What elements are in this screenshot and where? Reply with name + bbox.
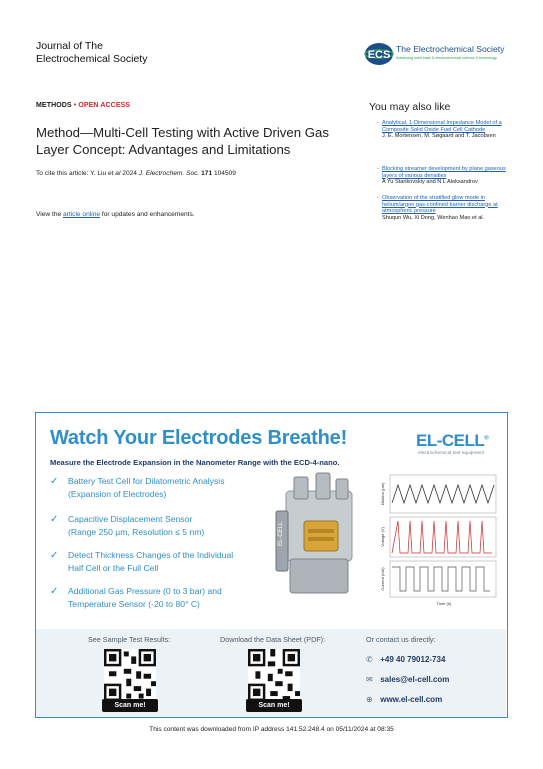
brand-name: EL-CELL® [416,431,489,450]
phone-icon: ✆ [366,655,373,664]
contact-label: Or contact us directly: [366,635,436,644]
cite-year: 2024 [122,170,139,177]
bullet: - [377,120,379,126]
contact-website[interactable]: ⊕ www.el-cell.com [366,695,443,704]
download-footer: This content was downloaded from IP address 141.52.248.4 on 05/11/2024 at 08:35 [149,726,394,733]
journal-name-line2: Electrochemical Society [36,53,148,65]
cite-volume: 171 [201,170,213,177]
cite-journal: J. Electrochem. Soc. [138,170,200,177]
ecs-logo[interactable] [364,42,514,68]
view-prefix: View the [36,211,64,218]
cite-etal: et al [107,170,121,177]
globe-icon: ⊕ [366,695,373,704]
related-title-link[interactable]: Analytical, 1-Dimensional Impedance Model of a Composite Solid Oxide Fuel Cell Cathode [382,120,502,133]
check-icon: ✓ [50,514,59,525]
view-suffix: for updates and enhancements. [100,211,195,218]
svg-text:Voltage (V): Voltage (V) [380,527,385,547]
brand-tagline: electrochemical test equipment [418,451,485,456]
mail-icon: ✉ [366,675,373,684]
section-label: METHODS [36,102,72,109]
related-authors: J. E. Mortensen, M. Søgaard and T. Jacobsen [382,133,496,140]
cite-page: 104509 [212,170,236,177]
related-item [377,166,512,186]
article-section [36,102,130,109]
bullet: - [377,195,379,201]
scan-me-button[interactable]: Scan me! [102,699,158,712]
qr-code-datasheet[interactable] [248,649,300,701]
article-online-link[interactable]: article online [63,211,101,218]
test-cell-image [264,471,374,611]
check-icon: ✓ [50,550,59,561]
related-item [377,120,512,140]
scan-me-button[interactable]: Scan me! [246,699,302,712]
ad-subheadline: Measure the Electrode Expansion in the Nanometer Range with the ECD-4-nano. [50,458,340,467]
publisher-name: The Electrochemical Society [396,44,505,54]
sample-results-label: See Sample Test Results: [88,635,171,644]
svg-text:Time (h): Time (h) [436,601,452,606]
citation [36,170,236,177]
svg-text:Dilation (µm): Dilation (µm) [380,482,385,506]
datasheet-label: Download the Data Sheet (PDF): [220,635,326,644]
related-authors: A Yu Starikovskiy and N L Aleksandrov [382,179,478,186]
contact-email[interactable]: ✉ sales@el-cell.com [366,675,450,684]
related-title-link[interactable]: Blocking streamer development by plane gaseous layers of various densities [382,166,506,179]
open-access-badge: OPEN ACCESS [78,102,131,109]
journal-name-line1: Journal of The [36,40,103,52]
sample-plots [376,473,501,608]
journal-name [36,40,147,66]
publisher-tagline: Advancing solid state & electrochemical science & technology [396,56,497,60]
article-title: Method—Multi-Cell Testing with Active Driven Gas Layer Concept: Advantages and Limitations [36,125,329,157]
related-heading: You may also like [369,101,451,113]
separator: • [71,102,79,109]
view-online [36,211,195,218]
ad-contact-panel [36,629,506,717]
ecs-badge-text: ECS [367,49,391,61]
advertisement[interactable]: Watch Your Electrodes Breathe! Measure the Electrode Expansion in the Nanometer Range with the ECD-4-nano. EL-CELL® electrochemical test equipment ✓ Battery Test Cell for Dilatometric Analysis (Expansion of Electrodes) ✓ Capacitive Displacement Sensor (Range 250 µm, Resolution ≤ 5 nm) ✓ Detect Thickness Changes of the Individual Half Cell or the Full Cell ✓ Additional Gas Pressure (0 to 3 bar) and Temperature Sensor (-20 to 80° C) EL-CELL Dilation (µm) Voltage (V) Current (mA) Time (h) See Sample Test Results: Download the Data Sheet (PDF): Or contact us directly: Scan me! Scan me! ✆ +49 40 79012-734 ✉ sales@el-cell.com ⊕ www.el-cell.com [35,412,508,718]
check-icon: ✓ [50,586,59,597]
svg-text:EL-CELL: EL-CELL [278,521,284,546]
related-authors: Shuqun Wu, Xi Dong, Wenhao Mao et al. [382,214,485,221]
ecs-badge-icon [364,42,394,66]
bullet: - [377,166,379,172]
svg-text:Current (mA): Current (mA) [380,567,385,591]
cite-prefix: To cite this article: Y. Liu [36,170,108,177]
contact-phone[interactable]: ✆ +49 40 79012-734 [366,655,446,664]
check-icon: ✓ [50,476,59,487]
ad-headline: Watch Your Electrodes Breathe! [50,427,348,449]
related-title-link[interactable]: Observation of the stratified glow mode in helium/argon gas-confined barrier discharge at atmospheric pressure [382,195,498,215]
qr-code-sample[interactable] [104,649,156,701]
el-cell-logo [416,431,501,461]
related-item [377,195,512,221]
